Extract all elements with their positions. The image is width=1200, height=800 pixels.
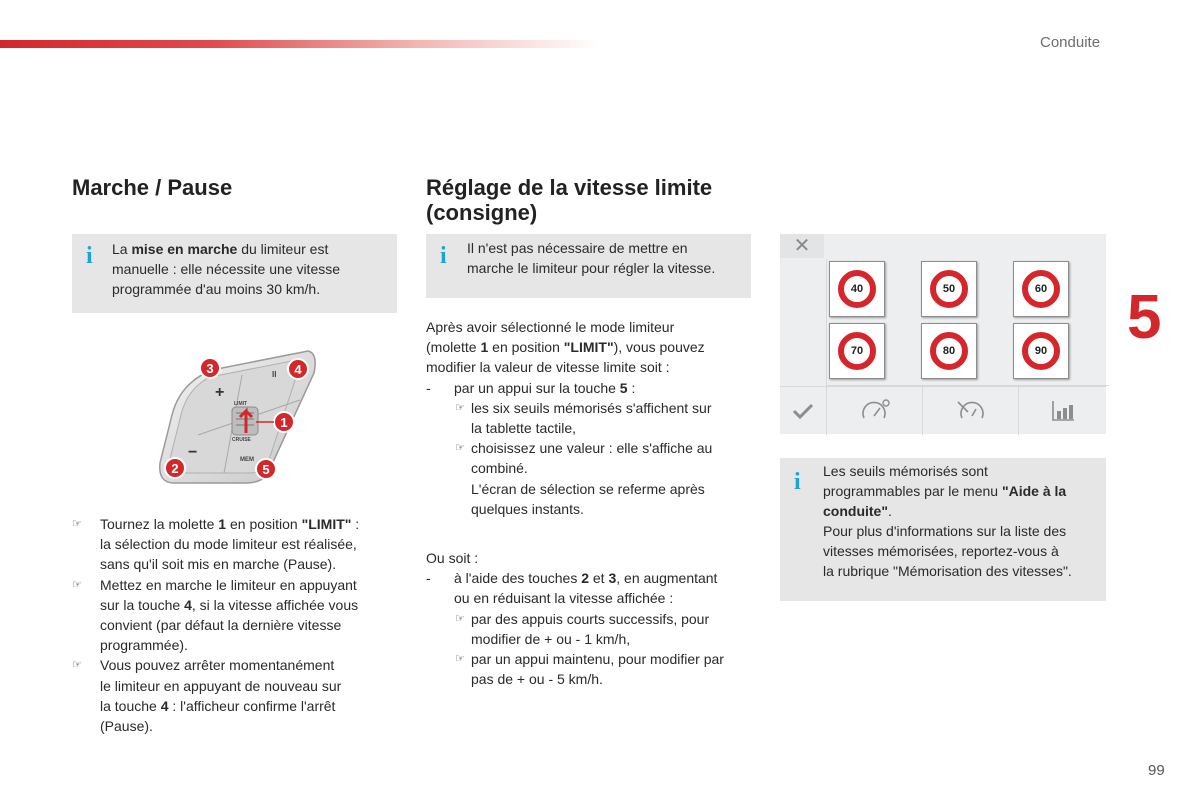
text: , si la vitesse affichée vous — [191, 596, 359, 613]
minus-label: − — [188, 444, 198, 461]
text: L'écran de sélection se referme après — [471, 480, 705, 497]
page-number: 99 — [1148, 762, 1165, 779]
text: en position — [488, 339, 564, 356]
finger-icon: ☞ — [72, 578, 82, 591]
text: (Pause). — [100, 718, 153, 735]
speed-button-80[interactable] — [921, 323, 977, 379]
speed-button-90[interactable] — [1013, 323, 1069, 379]
callout-2 — [165, 458, 185, 478]
text-line — [426, 337, 756, 357]
speed-sign-icon: 40 — [838, 270, 876, 308]
text: programmée). — [100, 637, 188, 654]
dash-item — [426, 568, 756, 588]
speed-button-40[interactable] — [829, 261, 885, 317]
text: Il n'est pas nécessaire de mettre en — [467, 240, 688, 256]
right-info-text — [823, 461, 1072, 581]
text: à l'aide des touches — [454, 570, 582, 587]
info-icon: i — [794, 469, 801, 495]
text: par un appui maintenu, pour modifier par — [471, 651, 724, 668]
dash-item — [426, 378, 756, 398]
left-bullet-list — [72, 514, 397, 736]
text: modifier de + ou - 1 km/h, — [471, 630, 631, 647]
text: (molette — [426, 339, 481, 356]
text: la tablette tactile, — [471, 420, 577, 437]
speed-sign-icon: 50 — [930, 270, 968, 308]
speed-sign-icon: 60 — [1022, 270, 1060, 308]
text: vitesses mémorisées, reportez-vous à — [823, 543, 1059, 559]
finger-icon: ☞ — [72, 518, 82, 530]
pause-label: II — [272, 370, 277, 379]
close-icon[interactable]: ✕ — [780, 234, 824, 258]
sub-item — [426, 609, 756, 629]
text: manuelle : elle nécessite une vitesse — [112, 261, 341, 277]
bullet-item — [72, 655, 397, 675]
text: ), vous pouvez — [613, 339, 705, 356]
text: Vous pouvez arrêter momentanément — [100, 657, 335, 674]
text: du limiteur est — [237, 241, 329, 257]
left-info-text — [112, 239, 340, 299]
text: quelques instants. — [471, 500, 584, 517]
text-line — [72, 595, 397, 615]
sub-item — [426, 398, 756, 418]
text-bold: 2 — [581, 570, 589, 587]
text: Pour plus d'informations sur la liste des — [823, 523, 1067, 539]
text-bold: 4 — [184, 596, 192, 613]
plus-label: + — [215, 384, 225, 401]
middle-paragraph-1 — [426, 317, 756, 519]
speed-limiter-icon[interactable] — [827, 387, 923, 435]
text: programmables par le menu — [823, 483, 1002, 499]
speed-button-50[interactable] — [921, 261, 977, 317]
text: et — [589, 570, 609, 587]
chart-icon[interactable] — [1019, 387, 1106, 435]
info-icon: i — [440, 243, 447, 269]
speed-memory-screen — [780, 234, 1106, 434]
sub-item — [426, 438, 756, 458]
text: : — [627, 379, 636, 396]
mem-label: MEM — [240, 457, 254, 463]
speed-button-70[interactable] — [829, 323, 885, 379]
callout-4 — [288, 359, 308, 379]
text: en position — [226, 516, 302, 532]
text: sans qu'il soit mis en marche (Pause). — [100, 556, 337, 573]
steering-control-diagram — [150, 345, 320, 490]
text: Les seuils mémorisés sont — [823, 463, 988, 479]
middle-info-box — [426, 234, 751, 298]
callout-3 — [200, 358, 220, 378]
text: Mettez en marche le limiteur en appuyant — [100, 576, 357, 593]
sub-item — [426, 649, 756, 669]
callout-3-number: 3 — [206, 361, 214, 376]
text: choisissez une valeur : elle s'affiche au — [471, 440, 713, 457]
finger-icon: ☞ — [455, 612, 465, 625]
text: , en augmentant — [616, 570, 718, 587]
text-bold: conduite" — [823, 503, 888, 519]
text: La — [112, 241, 132, 257]
text-bold: 1 — [480, 339, 489, 356]
text: le limiteur en appuyant de nouveau sur — [100, 677, 342, 694]
speed-grid — [826, 259, 1109, 386]
text: les six seuils mémorisés s'affichent sur — [471, 399, 712, 416]
text: Tournez la molette — [100, 516, 219, 532]
callout-1 — [274, 412, 294, 432]
text: programmée d'au moins 30 km/h. — [112, 281, 321, 297]
callout-5-number: 5 — [262, 462, 270, 477]
text: Ou soit : — [426, 550, 479, 566]
text-bold: mise en marche — [131, 241, 238, 257]
finger-icon: ☞ — [455, 401, 465, 414]
text-line — [823, 501, 1072, 521]
middle-paragraph-2 — [426, 548, 756, 689]
text: Après avoir sélectionné le mode limiteur — [426, 319, 675, 335]
check-icon[interactable] — [780, 387, 827, 435]
text: : — [351, 516, 360, 532]
cruise-label: CRUISE — [232, 437, 251, 443]
text: par un appui sur la touche — [454, 379, 620, 396]
heading-line: Réglage de la vitesse limite — [426, 175, 713, 200]
text: pas de + ou - 5 km/h. — [471, 671, 603, 688]
text-line — [72, 696, 397, 716]
finger-icon: ☞ — [455, 442, 465, 455]
text-bold: "LIMIT" — [563, 339, 614, 356]
callout-4-number: 4 — [294, 362, 302, 377]
text-bold: 3 — [608, 570, 617, 587]
limit-label: LIMIT — [234, 401, 248, 407]
info-icon: i — [86, 243, 93, 269]
callout-1-number: 1 — [280, 415, 288, 430]
text-bold: 4 — [160, 697, 169, 714]
text-bold: 5 — [619, 379, 628, 396]
chapter-number: 5 — [1127, 283, 1162, 352]
middle-info-text — [467, 238, 715, 278]
left-info-box — [72, 234, 397, 313]
finger-icon: ☞ — [72, 659, 82, 672]
bullet-item — [72, 514, 397, 534]
text: : l'afficheur confirme l'arrêt — [168, 697, 336, 714]
header-accent-bar — [0, 40, 600, 48]
middle-heading — [426, 175, 712, 225]
speed-sign-icon: 80 — [930, 332, 968, 370]
text: par des appuis courts successifs, pour — [471, 610, 710, 627]
text: convient (par défaut la dernière vitesse — [100, 617, 342, 634]
text: combiné. — [471, 460, 528, 477]
text: ou en réduisant la vitesse affichée : — [454, 590, 674, 607]
speed-button-60[interactable] — [1013, 261, 1069, 317]
bullet-item — [72, 575, 397, 595]
dash-mark: - — [426, 570, 431, 587]
text: la touche — [100, 697, 161, 714]
left-heading: Marche / Pause — [72, 175, 233, 200]
limiter-off-icon[interactable] — [923, 387, 1019, 435]
text-bold: "LIMIT" — [301, 516, 352, 532]
text-line — [823, 481, 1072, 501]
section-title: Conduite — [1040, 34, 1101, 51]
text: la rubrique "Mémorisation des vitesses". — [823, 563, 1072, 579]
finger-icon: ☞ — [455, 653, 465, 666]
speed-sign-icon: 90 — [1022, 332, 1060, 370]
text: marche le limiteur pour régler la vitesse. — [467, 260, 716, 276]
dash-mark: - — [426, 379, 431, 396]
text: modifier la valeur de vitesse limite soit : — [426, 359, 670, 376]
callout-2-number: 2 — [171, 461, 179, 476]
callout-5 — [256, 459, 276, 479]
right-info-box — [780, 458, 1106, 601]
heading-line: (consigne) — [426, 200, 538, 225]
text: sur la touche — [100, 596, 185, 613]
text: la sélection du mode limiteur est réalisée, — [100, 536, 357, 553]
text-bold: 1 — [218, 516, 227, 532]
speed-sign-icon: 70 — [838, 332, 876, 370]
panel-toolbar — [780, 386, 1106, 435]
text: . — [887, 503, 892, 519]
text-bold: "Aide à la — [1001, 483, 1067, 499]
